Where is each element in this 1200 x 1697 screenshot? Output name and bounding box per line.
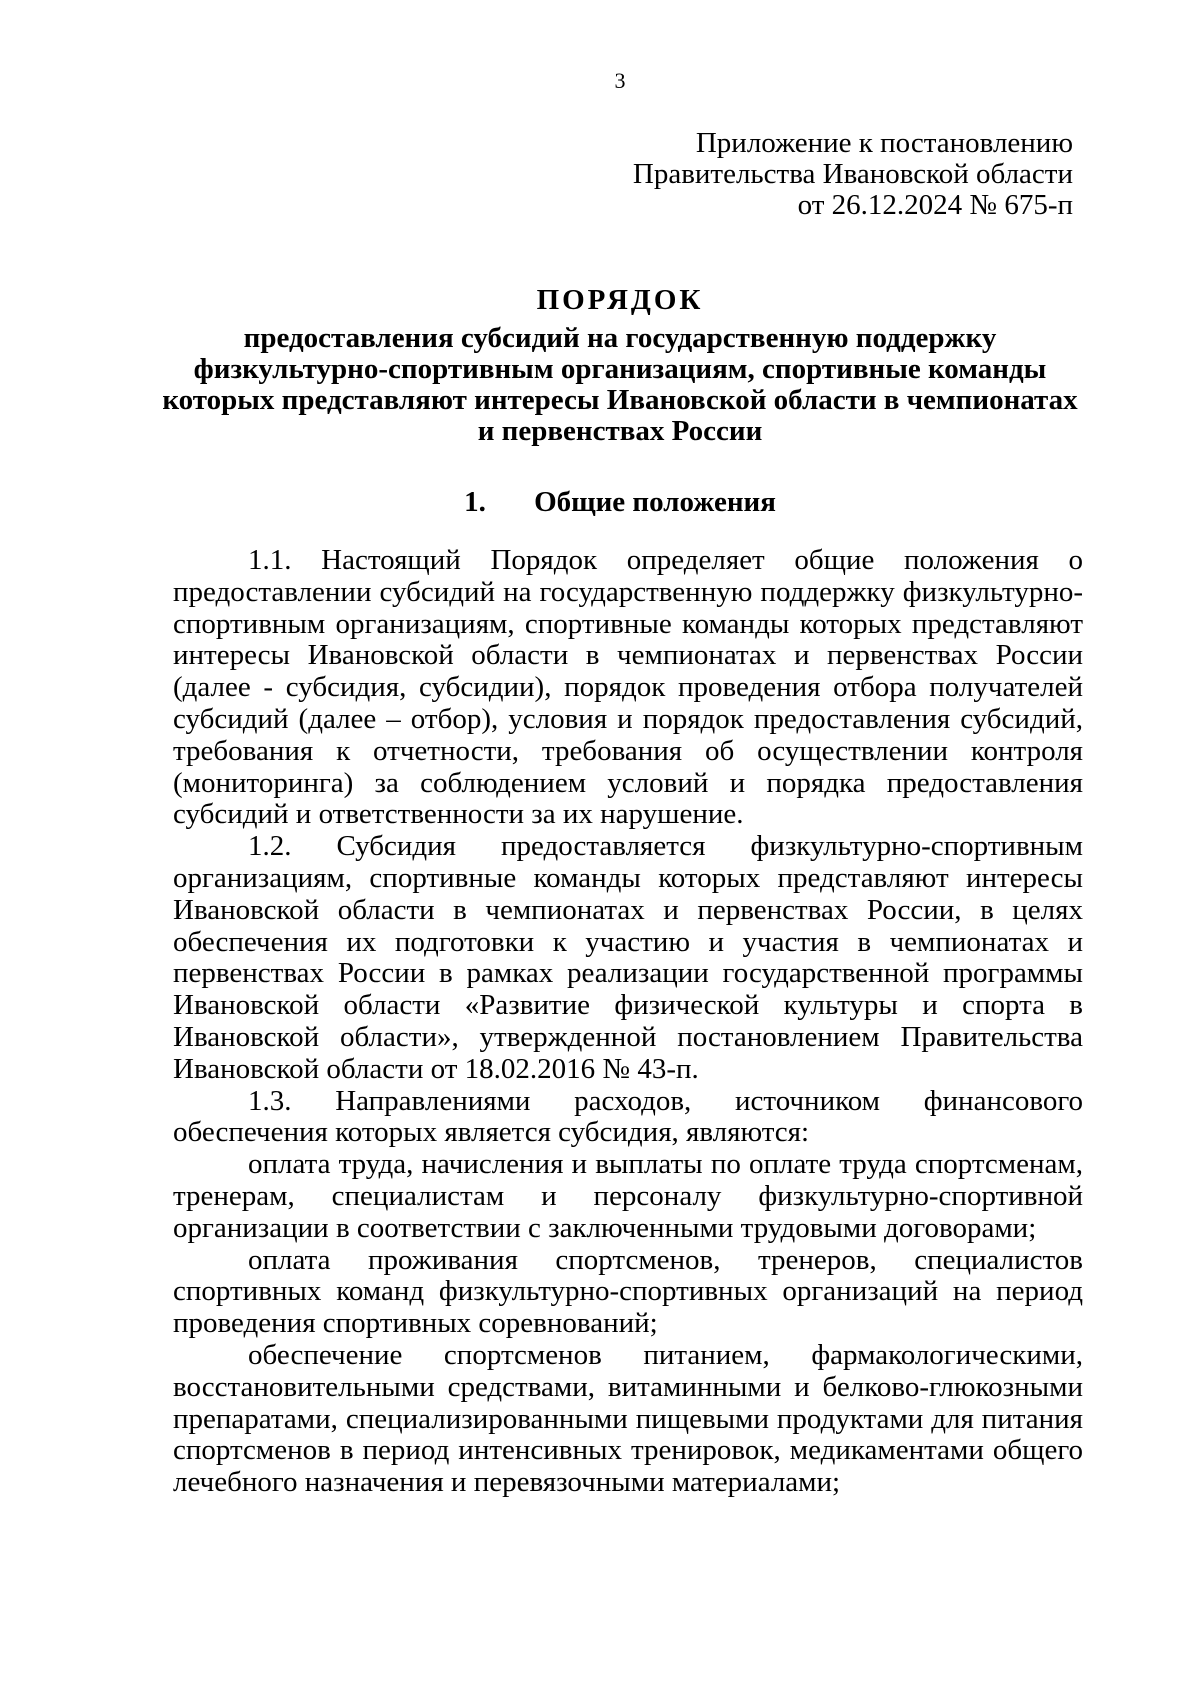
body-text	[173, 545, 1083, 1499]
appendix-line-2: Правительства Ивановской области	[632, 158, 1073, 190]
document-subtitle: предоставления субсидий на государственную поддержку физкультурно-спортивным организациям, спортивные команды которых представляют интересы Ивановской области в чемпионатах и первенствах России	[162, 322, 1078, 447]
appendix-line-1: Приложение к постановлению	[695, 127, 1073, 159]
section-number: 1.	[464, 486, 486, 518]
paragraph-1-1: 1.1. Настоящий Порядок определяет общие положения о предоставлении субсидий на государственную поддержку физкультурно-спортивным организациям, спортивные команды которых представляют интересы Ивановской области в чемпионатах и первенствах России (далее - субсидия, субсидии), порядок проведения отбора получателей субсидий (далее – отбор), условия и порядок предоставления субсидий, требования к отчетности, требования об осуществлении контроля (мониторинга) за соблюдением условий и порядка предоставления субсидий и ответственности за их нарушение.	[173, 544, 1083, 831]
section-title: Общие положения	[534, 486, 776, 518]
list-item-nutrition: обеспечение спортсменов питанием, фармакологическими, восстановительными средствами, витаминными и белково-глюкозными препаратами, специализированными пищевыми продуктами для питания спортсменов в период интенсивных тренировок, медикаментами общего лечебного назначения и перевязочными материалами;	[173, 1338, 1083, 1499]
appendix-block	[633, 128, 1073, 221]
section-heading	[0, 487, 1200, 518]
paragraph-1-3: 1.3. Направлениями расходов, источником финансового обеспечения которых является субсидия, являются:	[173, 1084, 1083, 1149]
paragraph-1-2: 1.2. Субсидия предоставляется физкультурно-спортивным организациям, спортивные команды которых представляют интересы Ивановской области в чемпионатах и первенствах России, в целях обеспечения их подготовки к участию и участия в чемпионатах и первенствах России в рамках реализации государственной программы Ивановской области «Развитие физической культуры и спорта в Ивановской области», утвержденной постановлением Правительства Ивановской области от 18.02.2016 № 43-п.	[173, 830, 1083, 1085]
list-item-accommodation: оплата проживания спортсменов, тренеров, специалистов спортивных команд физкультурно-спортивных организаций на период проведения спортивных соревнований;	[173, 1243, 1083, 1340]
page-number: 3	[614, 68, 626, 93]
document-title: ПОРЯДОК	[536, 284, 704, 316]
list-item-salary: оплата труда, начисления и выплаты по оплате труда спортсменам, тренерам, специалистам и персоналу физкультурно-спортивной организации в соответствии с заключенными трудовыми договорами;	[173, 1148, 1083, 1244]
appendix-line-3: от 26.12.2024 № 675-п	[797, 189, 1073, 221]
